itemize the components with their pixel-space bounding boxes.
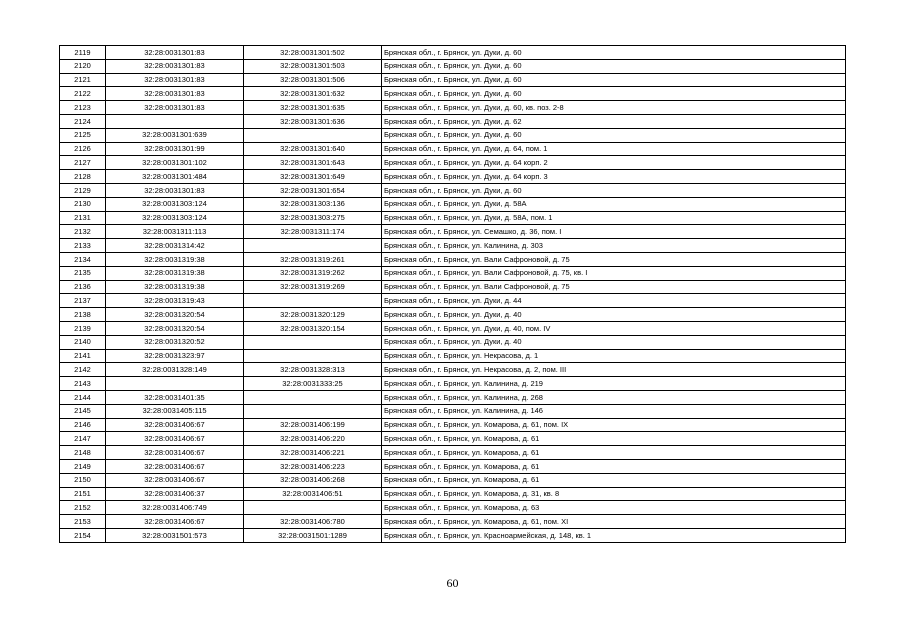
building-cadastral-number-cell: 32:28:0031301:643 [244, 156, 382, 170]
address-cell: Брянская обл., г. Брянск, ул. Дуки, д. 60 [382, 46, 846, 60]
row-number-cell: 2121 [60, 73, 106, 87]
land-cadastral-number-cell: 32:28:0031323:97 [106, 349, 244, 363]
address-cell: Брянская обл., г. Брянск, ул. Дуки, д. 40 [382, 335, 846, 349]
row-number-cell: 2140 [60, 335, 106, 349]
table-row [60, 252, 846, 266]
row-number-cell: 2134 [60, 252, 106, 266]
row-number-cell: 2133 [60, 239, 106, 253]
address-cell: Брянская обл., г. Брянск, ул. Дуки, д. 60 [382, 73, 846, 87]
row-number-cell: 2130 [60, 197, 106, 211]
building-cadastral-number-cell [244, 239, 382, 253]
building-cadastral-number-cell: 32:28:0031301:654 [244, 183, 382, 197]
table-row [60, 59, 846, 73]
land-cadastral-number-cell: 32:28:0031328:149 [106, 363, 244, 377]
address-cell: Брянская обл., г. Брянск, ул. Дуки, д. 64 корп. 2 [382, 156, 846, 170]
address-cell: Брянская обл., г. Брянск, ул. Комарова, д. 61 [382, 473, 846, 487]
address-cell: Брянская обл., г. Брянск, ул. Калинина, д. 219 [382, 377, 846, 391]
table-row [60, 515, 846, 529]
row-number-cell: 2131 [60, 211, 106, 225]
table-row [60, 377, 846, 391]
address-cell: Брянская обл., г. Брянск, ул. Дуки, д. 60 [382, 128, 846, 142]
land-cadastral-number-cell: 32:28:0031320:52 [106, 335, 244, 349]
land-cadastral-number-cell: 32:28:0031301:83 [106, 101, 244, 115]
address-cell: Брянская обл., г. Брянск, ул. Комарова, д. 61, пом. XI [382, 515, 846, 529]
address-cell: Брянская обл., г. Брянск, ул. Вали Сафроновой, д. 75 [382, 280, 846, 294]
address-cell: Брянская обл., г. Брянск, ул. Дуки, д. 40, пом. IV [382, 321, 846, 335]
registry-table-body [60, 46, 846, 543]
land-cadastral-number-cell: 32:28:0031501:573 [106, 528, 244, 542]
land-cadastral-number-cell: 32:28:0031301:102 [106, 156, 244, 170]
table-row [60, 473, 846, 487]
building-cadastral-number-cell [244, 390, 382, 404]
row-number-cell: 2148 [60, 446, 106, 460]
land-cadastral-number-cell: 32:28:0031406:67 [106, 515, 244, 529]
land-cadastral-number-cell: 32:28:0031406:67 [106, 459, 244, 473]
land-cadastral-number-cell: 32:28:0031406:67 [106, 473, 244, 487]
land-cadastral-number-cell: 32:28:0031320:54 [106, 321, 244, 335]
table-row [60, 142, 846, 156]
building-cadastral-number-cell: 32:28:0031301:632 [244, 87, 382, 101]
table-row [60, 46, 846, 60]
table-row [60, 87, 846, 101]
building-cadastral-number-cell [244, 335, 382, 349]
row-number-cell: 2146 [60, 418, 106, 432]
land-cadastral-number-cell: 32:28:0031301:484 [106, 170, 244, 184]
address-cell: Брянская обл., г. Брянск, ул. Комарова, д. 61 [382, 459, 846, 473]
row-number-cell: 2128 [60, 170, 106, 184]
building-cadastral-number-cell: 32:28:0031406:780 [244, 515, 382, 529]
table-row [60, 335, 846, 349]
building-cadastral-number-cell: 32:28:0031301:640 [244, 142, 382, 156]
table-row [60, 363, 846, 377]
land-cadastral-number-cell: 32:28:0031319:38 [106, 252, 244, 266]
land-cadastral-number-cell: 32:28:0031301:83 [106, 183, 244, 197]
land-cadastral-number-cell: 32:28:0031406:67 [106, 432, 244, 446]
row-number-cell: 2151 [60, 487, 106, 501]
building-cadastral-number-cell: 32:28:0031320:129 [244, 308, 382, 322]
building-cadastral-number-cell [244, 294, 382, 308]
table-row [60, 266, 846, 280]
row-number-cell: 2132 [60, 225, 106, 239]
row-number-cell: 2150 [60, 473, 106, 487]
building-cadastral-number-cell: 32:28:0031319:269 [244, 280, 382, 294]
row-number-cell: 2122 [60, 87, 106, 101]
row-number-cell: 2139 [60, 321, 106, 335]
land-cadastral-number-cell: 32:28:0031301:83 [106, 73, 244, 87]
table-row [60, 128, 846, 142]
building-cadastral-number-cell [244, 128, 382, 142]
table-row [60, 404, 846, 418]
building-cadastral-number-cell [244, 404, 382, 418]
row-number-cell: 2120 [60, 59, 106, 73]
land-cadastral-number-cell: 32:28:0031406:37 [106, 487, 244, 501]
table-row [60, 197, 846, 211]
table-row [60, 308, 846, 322]
row-number-cell: 2125 [60, 128, 106, 142]
building-cadastral-number-cell: 32:28:0031406:220 [244, 432, 382, 446]
table-row [60, 321, 846, 335]
address-cell: Брянская обл., г. Брянск, ул. Некрасова, д. 1 [382, 349, 846, 363]
row-number-cell: 2152 [60, 501, 106, 515]
land-cadastral-number-cell: 32:28:0031301:83 [106, 46, 244, 60]
address-cell: Брянская обл., г. Брянск, ул. Вали Сафроновой, д. 75, кв. I [382, 266, 846, 280]
land-cadastral-number-cell: 32:28:0031319:43 [106, 294, 244, 308]
address-cell: Брянская обл., г. Брянск, ул. Дуки, д. 62 [382, 114, 846, 128]
building-cadastral-number-cell: 32:28:0031301:502 [244, 46, 382, 60]
land-cadastral-number-cell: 32:28:0031303:124 [106, 211, 244, 225]
address-cell: Брянская обл., г. Брянск, ул. Комарова, д. 61 [382, 446, 846, 460]
row-number-cell: 2135 [60, 266, 106, 280]
table-row [60, 156, 846, 170]
address-cell: Брянская обл., г. Брянск, ул. Некрасова, д. 2, пом. III [382, 363, 846, 377]
land-cadastral-number-cell: 32:28:0031406:67 [106, 418, 244, 432]
land-cadastral-number-cell: 32:28:0031406:749 [106, 501, 244, 515]
building-cadastral-number-cell: 32:28:0031406:199 [244, 418, 382, 432]
building-cadastral-number-cell: 32:28:0031406:268 [244, 473, 382, 487]
building-cadastral-number-cell: 32:28:0031301:636 [244, 114, 382, 128]
table-row [60, 446, 846, 460]
address-cell: Брянская обл., г. Брянск, ул. Вали Сафроновой, д. 75 [382, 252, 846, 266]
table-row [60, 225, 846, 239]
row-number-cell: 2153 [60, 515, 106, 529]
building-cadastral-number-cell: 32:28:0031303:136 [244, 197, 382, 211]
address-cell: Брянская обл., г. Брянск, ул. Комарова, д. 63 [382, 501, 846, 515]
row-number-cell: 2123 [60, 101, 106, 115]
row-number-cell: 2137 [60, 294, 106, 308]
row-number-cell: 2141 [60, 349, 106, 363]
building-cadastral-number-cell: 32:28:0031406:221 [244, 446, 382, 460]
land-cadastral-number-cell: 32:28:0031311:113 [106, 225, 244, 239]
building-cadastral-number-cell: 32:28:0031406:223 [244, 459, 382, 473]
land-cadastral-number-cell: 32:28:0031301:99 [106, 142, 244, 156]
address-cell: Брянская обл., г. Брянск, ул. Дуки, д. 44 [382, 294, 846, 308]
row-number-cell: 2143 [60, 377, 106, 391]
table-row [60, 101, 846, 115]
table-row [60, 528, 846, 542]
row-number-cell: 2126 [60, 142, 106, 156]
building-cadastral-number-cell: 32:28:0031301:635 [244, 101, 382, 115]
address-cell: Брянская обл., г. Брянск, ул. Дуки, д. 40 [382, 308, 846, 322]
building-cadastral-number-cell: 32:28:0031319:261 [244, 252, 382, 266]
building-cadastral-number-cell: 32:28:0031301:503 [244, 59, 382, 73]
table-row [60, 114, 846, 128]
row-number-cell: 2127 [60, 156, 106, 170]
row-number-cell: 2149 [60, 459, 106, 473]
address-cell: Брянская обл., г. Брянск, ул. Комарова, д. 61, пом. IX [382, 418, 846, 432]
table-row [60, 487, 846, 501]
row-number-cell: 2138 [60, 308, 106, 322]
land-cadastral-number-cell: 32:28:0031401:35 [106, 390, 244, 404]
row-number-cell: 2145 [60, 404, 106, 418]
table-row [60, 432, 846, 446]
address-cell: Брянская обл., г. Брянск, ул. Калинина, д. 303 [382, 239, 846, 253]
address-cell: Брянская обл., г. Брянск, ул. Дуки, д. 58А, пом. 1 [382, 211, 846, 225]
table-row [60, 211, 846, 225]
land-cadastral-number-cell: 32:28:0031301:83 [106, 87, 244, 101]
table-row [60, 501, 846, 515]
row-number-cell: 2142 [60, 363, 106, 377]
table-row [60, 418, 846, 432]
land-cadastral-number-cell: 32:28:0031301:639 [106, 128, 244, 142]
address-cell: Брянская обл., г. Брянск, ул. Дуки, д. 60 [382, 183, 846, 197]
land-cadastral-number-cell [106, 114, 244, 128]
row-number-cell: 2124 [60, 114, 106, 128]
land-cadastral-number-cell: 32:28:0031319:38 [106, 266, 244, 280]
building-cadastral-number-cell: 32:28:0031303:275 [244, 211, 382, 225]
address-cell: Брянская обл., г. Брянск, ул. Дуки, д. 64, пом. 1 [382, 142, 846, 156]
table-row [60, 280, 846, 294]
address-cell: Брянская обл., г. Брянск, ул. Дуки, д. 60 [382, 59, 846, 73]
building-cadastral-number-cell: 32:28:0031311:174 [244, 225, 382, 239]
address-cell: Брянская обл., г. Брянск, ул. Калинина, д. 268 [382, 390, 846, 404]
table-row [60, 239, 846, 253]
address-cell: Брянская обл., г. Брянск, ул. Калинина, д. 146 [382, 404, 846, 418]
building-cadastral-number-cell: 32:28:0031328:313 [244, 363, 382, 377]
address-cell: Брянская обл., г. Брянск, ул. Красноармейская, д. 148, кв. 1 [382, 528, 846, 542]
building-cadastral-number-cell [244, 501, 382, 515]
building-cadastral-number-cell: 32:28:0031320:154 [244, 321, 382, 335]
address-cell: Брянская обл., г. Брянск, ул. Комарова, д. 31, кв. 8 [382, 487, 846, 501]
building-cadastral-number-cell: 32:28:0031406:51 [244, 487, 382, 501]
building-cadastral-number-cell [244, 349, 382, 363]
table-row [60, 73, 846, 87]
land-cadastral-number-cell: 32:28:0031303:124 [106, 197, 244, 211]
table-row [60, 294, 846, 308]
address-cell: Брянская обл., г. Брянск, ул. Дуки, д. 64 корп. 3 [382, 170, 846, 184]
building-cadastral-number-cell: 32:28:0031319:262 [244, 266, 382, 280]
table-row [60, 183, 846, 197]
table-row [60, 390, 846, 404]
row-number-cell: 2147 [60, 432, 106, 446]
row-number-cell: 2119 [60, 46, 106, 60]
land-cadastral-number-cell: 32:28:0031319:38 [106, 280, 244, 294]
row-number-cell: 2136 [60, 280, 106, 294]
table-row [60, 459, 846, 473]
building-cadastral-number-cell: 32:28:0031501:1289 [244, 528, 382, 542]
address-cell: Брянская обл., г. Брянск, ул. Дуки, д. 60 [382, 87, 846, 101]
address-cell: Брянская обл., г. Брянск, ул. Комарова, д. 61 [382, 432, 846, 446]
address-cell: Брянская обл., г. Брянск, ул. Дуки, д. 60, кв. поз. 2-8 [382, 101, 846, 115]
address-cell: Брянская обл., г. Брянск, ул. Семашко, д. 36, пом. I [382, 225, 846, 239]
row-number-cell: 2129 [60, 183, 106, 197]
page-number: 60 [446, 576, 459, 590]
land-cadastral-number-cell: 32:28:0031406:67 [106, 446, 244, 460]
land-cadastral-number-cell [106, 377, 244, 391]
row-number-cell: 2154 [60, 528, 106, 542]
row-number-cell: 2144 [60, 390, 106, 404]
land-cadastral-number-cell: 32:28:0031320:54 [106, 308, 244, 322]
table-row [60, 170, 846, 184]
building-cadastral-number-cell: 32:28:0031301:649 [244, 170, 382, 184]
land-cadastral-number-cell: 32:28:0031314:42 [106, 239, 244, 253]
table-row [60, 349, 846, 363]
land-cadastral-number-cell: 32:28:0031301:83 [106, 59, 244, 73]
cadastral-registry-table [59, 45, 846, 543]
land-cadastral-number-cell: 32:28:0031405:115 [106, 404, 244, 418]
building-cadastral-number-cell: 32:28:0031301:506 [244, 73, 382, 87]
building-cadastral-number-cell: 32:28:0031333:25 [244, 377, 382, 391]
address-cell: Брянская обл., г. Брянск, ул. Дуки, д. 58А [382, 197, 846, 211]
